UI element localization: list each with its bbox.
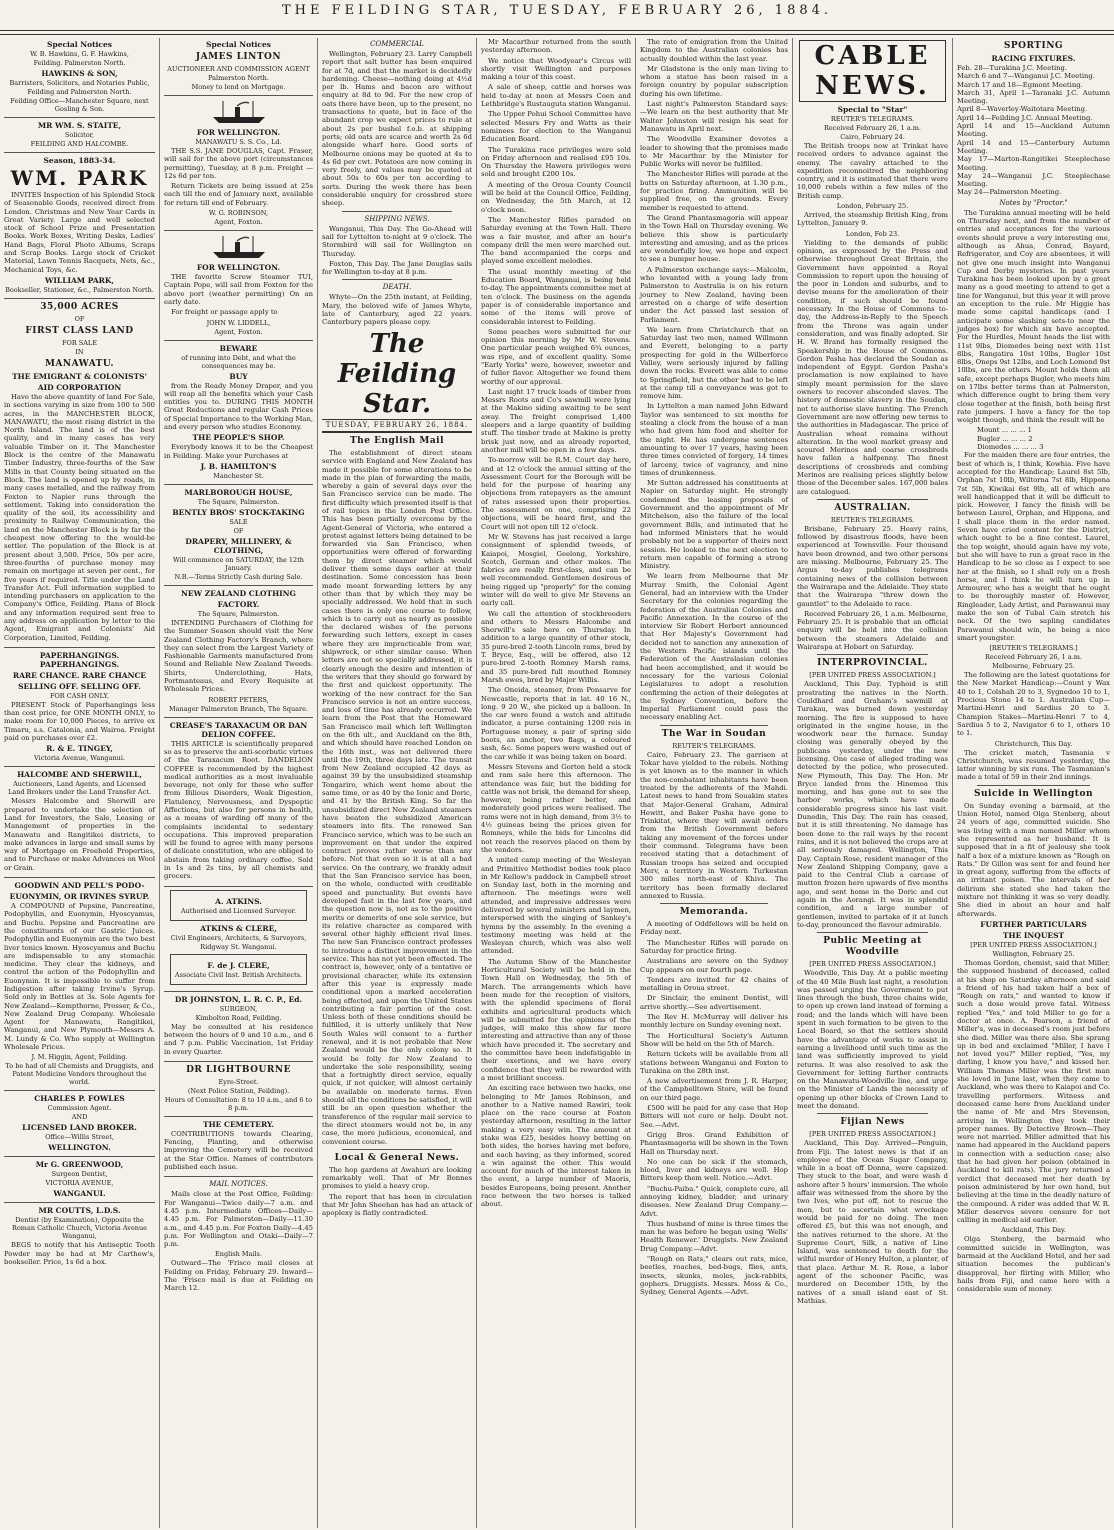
article-body: For the maiden there are four entries, the best of which is, I think, Kowhia. Five have accepted for the Handicap; Laurel 8st 5lb, Orphan 7st 10lb, Wiltorna 7st 8lb, Hippona 7st 5lb, Kiwikai 6st 9lb, all of which are well handicapped that it will be difficult to pick. However, I fancy the finish will be between Laurel, Orphan, and Hippona, and I shall place them in the order named. Seven have cried content for the District, which ought to be a fine contest. Laurel, the top weight, should again have my vote, but she will have to run a great race in the Handicap to be so close as I expect to see her at the finish, so I shall rely on a fresh horse, and I think he will turn up in Armourer, who has a weight that he ought to be thoroughly master of. However, Ringleader, Lady Artist, and Parawanui may make the son of Tubal Cain stretch his neck. Of the two sapling candidates Parawanui should win, he being a nice smart youngster. xyxy=(957,451,1110,642)
ad-heading: GOODWIN AND PELL'S PODO- xyxy=(14,881,145,891)
article-subheading: [PER UNITED PRESS ASSOCIATION.] xyxy=(809,671,936,680)
article-body: Woodville, This Day. At a public meeting of the 40 Mile Bush last night, a resolution was passed urging the Government to put lines through the bush, three chains wide, to open up crown land instead of forming a road; and the lands which will have been spent in such formation to be given to the Local Board, so that the settlers should have the advantage of works to assist in earning a livelihood until such time as the land was sufficiently improved to yield returns. It was also resolved to ask the Government for letting further contracts on the Manawatu-Woodville line, and urge on the Minister of Lands the necessity of opening up other blocks of Crown Land to meet the demand. xyxy=(797,969,948,1110)
ad-text: IN xyxy=(75,347,84,356)
column-1 xyxy=(0,38,159,1528)
ad-heading: THE CEMETERY. xyxy=(203,1119,274,1129)
ad-text: (Next Police Station, Feilding). xyxy=(187,1086,290,1095)
section-subheading: Notes by "Proctor." xyxy=(999,198,1068,207)
article-body: The following are the latest quotations for the New Market Handicap:—Count y Wax 40 to 1, Colshah 20 to 3, Sygnedoo 10 to 1, Precious Stone 14 to 1. Australian Cup—Martini-Henri and Sardius 20 to 3. Champion Stakes—Martini-Henri 7 to 4, Sardius 5 to 2, Navigator 6 to 1, others 10 to 1. xyxy=(957,671,1110,738)
article-body: Brisbane, February 25. Heavy rains, followed by disastrous floods, have been experienced at Townsville. Four thousand have been drowned, and two other persons are missing. Melbourne, February 25. The Argus to-day publishes telegrams containing news of the collision between the Wairarapa and the Adelaide. They state that the Wairarapa "threw down the gauntlet" to the Adelaide to race. xyxy=(797,524,948,608)
ad-crease xyxy=(164,721,313,887)
ad-body: THE S.S. JANE DOUGLAS, Capt. Fraser, will sail for the above port (circumstances permitting), Tuesday, at 8 p.m. Freight —12s 6d per ton. xyxy=(164,147,313,180)
ad-heading: AID CORPORATION xyxy=(37,382,122,392)
ad-text: W. B. Hawkins, G. F. Hawkins, xyxy=(30,50,129,58)
article-subheading: FURTHER PARTICULARS xyxy=(980,919,1087,929)
cable-news-heading: CABLE NEWS. xyxy=(799,40,946,102)
ad-text: OF xyxy=(74,314,85,323)
steamship-icon xyxy=(209,99,269,125)
news-item: A united camp meeting of the Wesleyan and Primitive Methodist bodies took place in Mr Kellow's paddock in Campbell street on Sunday last, both in the morning and afternoon. The meetings were well attended, and impressive addresses were delivered by several ministers and laymen, interspersed with the singing of Sankey's hymns by the assembly. In the evening a testimony meeting was held at the Wesleyan church, which was also well attended. xyxy=(481,856,631,956)
article-title: Fijian News xyxy=(840,1117,905,1128)
ad-body: INTENDING Purchasers of Clothing for the Summer Season should visit the New Zealand Clothing Factory's Branch, where they can select from the Largest Variety of Fashionable Garments manufactured from Sound and Reliable New Zealand Tweeds. Shirts, Underclothing, Hats, Portmanteaus, and Every Requisite at Wholesale Prices. xyxy=(164,618,313,694)
article-title: Local & General News. xyxy=(334,1152,460,1163)
news-item: Messrs Stevens and Gorton held a stock and ram sale here this afternoon. The attendance was fair, but the bidding for cattle was not brisk, the demand for sheep, however, being rather better, and moderately good prices were realised. The rams were not in high demand, from 3½ to 4½ guineas being the prices given for Romneys, while the bids for Lincolns did not reach the reserves placed on them by the vendors. xyxy=(481,762,631,854)
ad-text: The Square, Palmerston. xyxy=(197,497,280,506)
news-item: The Turakina race privileges were sold on Friday afternoon and realised £95 10s. On Thursday the Hawera privileges were sold and brought £200 10s. xyxy=(481,145,631,179)
ad-atkins xyxy=(164,890,313,992)
article-title: Memoranda. xyxy=(679,907,749,918)
article-body: Yielding to the demands of public opinion, as expressed by the Press and otherwise throughout Great Britain, the Government have appointed a Royal Commission to report upon the housing of the poor in London and suburbs, and to devise means for the amelioration of their condition, if such should be found necessary. In the House of Commons to-day, the Address-in-Reply to the Speech from the Throne was again under consideration, and was finally adopted. Sir H. W. Brand has formally resigned the Speakership in the House of Commons. Gordon Pasha has declared the Soudan as independent of Egypt. Gordon Pasha's proclamation is now explained to have simply meant permission for the slave owners to recover absconded slaves. The history of domestic slavery in the Soudan, not to authorise slave hunting. The French Government are now offering new terms to the authorities in Madagascar. The price of Australian wheat remains without alteration. In the wool market greasy and scoured Merinos and coarse crossbreds have fallen a halfpenny. The finest descriptions of crossbreds and combing Merinos are realising prices slightly below those of the December sales. 167,000 bales are catalogued. xyxy=(797,238,948,496)
ad-heading: FOR WELLINGTON. xyxy=(196,263,281,273)
ad-text: Eyre-Street. xyxy=(218,1077,259,1086)
ad-heading: MR WM. S. STAITE, xyxy=(37,121,122,130)
ad-hamilton xyxy=(164,344,313,485)
column-2 xyxy=(159,38,317,1528)
ad-staite xyxy=(4,121,155,153)
memo-item: A meeting of Oddfellows will be held on Friday next. xyxy=(640,920,788,937)
column-3 xyxy=(317,38,476,1528)
news-item: Mr Sutton addressed his constituents at Napier on Saturday night. He strongly condemned the leasing proposals of Government and the appointment of Mr Mitchelson, also the failure of the local government Bills, and intimated that he had informed Ministers that he would probably not be a supporter of theirs next session. He looked to the next election to return men capable of forming a strong Ministry. xyxy=(640,479,788,571)
news-item: Last night 17 truck loads of timber from Messrs Roots and Co's sawmill were lying at the Makino siding awaiting to be sent away. The freight comprised 1,400 sleepers and a large quantity of building stuff. The timber trade at Makino is pretty brisk just now, and as already reported, another mill will be open in a few days. xyxy=(481,387,631,454)
ad-signature: J. B. HAMILTON'S xyxy=(200,461,277,471)
divider xyxy=(342,1149,452,1150)
dateline: Received February 26, 1 a.m. xyxy=(984,653,1082,662)
article-title: The English Mail xyxy=(349,435,444,446)
section-heading: Special Notices xyxy=(47,40,112,49)
news-item: A meeting of the Oroua County Council will be held at the Council Office, Feilding, on Wednesday, the 5th March, at 12 o'clock noon. xyxy=(481,180,631,214)
ad-title: WM. PARK xyxy=(10,166,149,190)
steamship-icon xyxy=(209,234,269,260)
news-item: The Manchester Rifles paraded on Saturday evening at the Town Hall. There was a fair muster, and after an hour's company drill the men were marched out. The band accompanied the corps and played some excellent melodies. xyxy=(481,215,631,266)
ad-text: MANAWATU S. S. Co., Ld. xyxy=(195,138,282,146)
ad-bently xyxy=(164,488,313,586)
news-item: The usual monthly meeting of the Education Board, Wanganui, is being held to-day. The appointments committee met at ten o'clock. The business on the agenda paper is of considerable importance and some of the items will prove of considerable interest to Feilding. xyxy=(481,267,632,326)
news-item: The Woodville Examiner devotes a leader to showing that the promises made to Mr Macarthur by the Minister for Public Works will never be fulfilled. xyxy=(640,135,788,169)
divider xyxy=(817,499,928,500)
ad-text: To be had of all Chemists and Druggists, and Patent Medicine Vendors throughout the world. xyxy=(5,1062,154,1087)
article-body: The establishment of direct steam service with England and New Zealand has made it possible for some alterations to be made in the plan of forwarding the mails, whereby a gain of several days over the San Francisco service can be made. The first difficulty which presented itself is that of rail topics in the London Post Office. This has been partially overcome by the Agent-General of Victoria, who entered a protest against letters being detained to be forwarded via San Francisco, when opportunities were offered of forwarding them by direct steamer which would deliver them some days earlier at their destination. Some concession has been made meant forwarding letters by any other than that by which they may be specially addressed. We hold that in such cases there is only one course to follow, which is to carry out as nearly as possible the declared wishes of the persons forwarding such letters, except in cases where they are impracticable from war, shipwreck, or other similar cause. When letters are not so specially addressed, it is clearly enough the desire and intention of the writers that they should go forward by the first and quickest opportunity. The working of the new contract for the San Francisco service is not an entire success, and loss of time has already occurred. We learn from the Post that the Homeward San Francisco mail which left Wellington on the 6th ult., and Auckland on the 8th, and which should have reached London on the 16th inst., was not delivered there until the 19th, three days late. The transit from New Zealand occupied 42 days as against 39 by the unsubsidized steamship Tongariro, which went home about the same time, or as 40 by the Ionic and Doric, and 41 by the British King. So far the unsubsidized direct New Zealand steamers have beaten the subsidized American steamers into fits. The renewed San Francisco service, which was to be such an improvement on that under the expired contract proves rather worse than any before. Not that even so it is at all a bad service. On the contrary, we frankly admit that the San Francisco service has been, on the whole, conducted with creditable speed and punctuality. But events have developed fast in the last few years, and the question now is, not as to the positive merits or demerits of one sole service, but its relative character as compared with several other highly efficient rival lines. The new San Francisco contract professes to introduce a distinct improvement in the service. This has not yet been effected. The contract is, however, only of a tentative or provisional character, while its extension after this year is expressly made conditional upon a marked acceleration being effected, and upon the United States contributing a fair portion of the cost. Unless both of these conditions should be fulfilled, it is utterly unlikely that New South Wales will consent to a further renewal, and it is not probable that New Zealand would be the only colony so. It would be folly for New Zealand to undertake the sole responsibility, seeing that a fortnightly direct service, equally quick, if not quicker, will almost certainly be available on moderate terms. Even should all the conditions be satisfied, it will still be an open question whether the transference of the regular mail service to the direct steamers would not be, in any case, the more judicious, economical, and convenient course. xyxy=(322,448,472,1146)
divider xyxy=(817,654,928,655)
article-body: The Turakina annual meeting will be held on Thursday next, and from the number of entries and acceptances for the various events should prove a very interesting one, although as Ahua, Conrad, Bayard, Refrigerator, and Coy are absentees, it will not give one much insight into Wanganui Cup and Derby mysteries. In past years Turakina has been looked upon by a great many as a good meeting to attend to get a line for Wanganui, but this year it will prove an exception to the rule. Mr Higgie has made some capital handicaps (and I anticipate some slashing sets-to near the judges box) for which six have accepted. For the Hurdles, Mount heads the list with 11st 9lbs, Diomedes being next with 11st 8lbs, Rangatira 10st 10lbs, Bugler 10st 8lbs, Oneps 9st 12lbs, and Loch Lomond 9st 10lbs, are the others. Mount holds them all safe, except perhaps Bugler, who meets him on 17lbs better terms than at Palmerston, which difference ought to bring them very close together at the finish, both being first rate jumpers. I have a fancy for the top weight though, and think the result will be xyxy=(957,208,1110,425)
section-subheading: RACING FIXTURES. xyxy=(991,54,1076,63)
news-item: The Autumn Show of the Manchester Horticultural Society will be held in the Town Hall on Wednesday, the 5th of March. The arrangements which have been made for the reception of visitors, with the splendid specimens of floral exhibits and agricultural products which will be submitted for the opinions of the judges, will make this show far more interesting and attractive than any of those which have preceded it. The secretary and the committee have been indefatigable in their exertions, and we have every confidence that they will be rewarded with a most brilliant success. xyxy=(481,957,631,1082)
ad-coutts xyxy=(4,1206,155,1266)
divider xyxy=(660,725,768,726)
fixture-item: March 6 and 7—Wanganui J.C. Meeting. xyxy=(957,72,1095,81)
column-7 xyxy=(952,38,1114,1528)
memo-item: Australians are severe on the Sydney Cup appears on our fourth page. xyxy=(640,957,788,974)
fixture-item: Feb. 28—Turakina J.C. Meeting. xyxy=(957,64,1068,72)
ad-heading: PAPERHANGINGS. PAPERHANGINGS. xyxy=(39,650,120,669)
ad-tingey xyxy=(4,651,155,767)
article-subheading: REUTER'S TELEGRAMS. xyxy=(830,515,915,524)
news-item: We call the attention of stockbreeders and others to Messrs Halcombe and Sherwill's sale here on Thursday. In addition to a large quantity of other stock, 35 pure-bred 2-tooth Lincoln rams, bred by T. Bryce, Esq., will be offered, also 12 pure-bred 2-tooth Romney Marsh rams, and 35 pure-bred full mouthed Romney Marsh ewes, bred by Major Willis. xyxy=(481,609,631,684)
memo-item: No one can be sick if the stomach, blood, liver and kidneys are well. Hop Bitters keep them well. Notice.—Advt. xyxy=(640,1157,788,1183)
ad-title: FIRST CLASS LAND xyxy=(25,325,134,336)
memo-item: Return tickets will be available from all stations between Wanganui and Foxton to Turakina on the 28th inst. xyxy=(640,1050,788,1075)
ad-goodwin xyxy=(4,881,155,1091)
memo-item: £500 will be paid for any case that Hop Bitters will not cure or help. Doubt not. See.—Advt. xyxy=(640,1104,788,1129)
news-item: To-morrow will be R.M. Court day here, and at 12 o'clock the annual sitting of the Assessment Court for the Borough will be held for the purpose of hearing any objections from ratepayers as the amount of rates assessed upon their properties. The assessment on one, comprising 22 objections, will be heard first, and the Court will not open till 12 o'clock. xyxy=(481,456,631,531)
ad-heading: BUY xyxy=(229,371,248,381)
ad-text: Civil Engineers, Architects, & Surveyors, xyxy=(170,933,307,942)
dateline: Wellington, February 25. xyxy=(992,949,1075,958)
news-item: The Upper Pohui School Committee have selected Messrs Fry and Watts as their nominees for election to the Wanganui Education Board. xyxy=(481,110,631,144)
article-body: Wanganui, This Day. The Go-Ahead will sail for Lyttelton to-night at 9 o'clock. The Stormbird will sail for Wellington on Thursday. xyxy=(322,224,472,258)
ad-text: Dentist (by Examination), Opposite the Roman Catholic Church, Victoria Avenue Wanganui, xyxy=(11,1216,148,1241)
news-item: Mr Macarthur returned from the south yesterday afternoon. xyxy=(481,38,631,55)
ad-fowles xyxy=(4,1094,155,1157)
section-subheading: English Mails. xyxy=(215,1250,262,1259)
article-body: Olga Stenberg, the barmaid who committed suicide in Wellington, was barmaid at the Auckland Hotel, and her sad situation becomes the publican's disapproval, her flirting with Miller, who hails from Fiji, and came here with a considerable sum of money. xyxy=(957,1235,1110,1294)
divider xyxy=(817,1113,928,1114)
dateline: Received February 26, 1 a.m. xyxy=(823,124,921,132)
ad-text: VICTORIA AVENUE, xyxy=(45,1179,114,1188)
news-item: We notice that Woodyear's Circus will shortly visit Wellington and purposes making a tour of this coast. xyxy=(481,56,631,82)
news-item: An exciting race between two hacks, one belonging to Mr James Robinson, and another to a Native named Rawiri, took place on the race course at Foxton yesterday afternoon, resulting in the latter making a very easy win. The amount at stake was £25, besides heavy betting on both sides, the horses having met before, and each having, as they informed, scored a win against the other. This would account for much of the interest taken in the event, a large number of Maoris, besides Europeans, being present. Another race between the two horses is talked about. xyxy=(481,1084,631,1209)
article-body: On Sunday evening a barmaid, at the Union Hotel, named Olga Stenberg, about 24 years of age, committed suicide. She was living with a man named Miller whom she represented as her husband. It is supposed that in a fit of jealousy she took half a box of a mixture known as "Rough on Rats." Dr Gillon was sent for and found her in great agony, suffering from the effects of an irritant poison. The intervals of her delirium she stated she had taken the mixture not thinking it was so very deadly. She died in about an hour and half afterwards. xyxy=(957,801,1110,918)
ad-heading: Season, 1883-34. xyxy=(43,156,116,165)
article-body: The report that has been in circulation that Mr John Sheehan has had an attack of apoplexy is flatly contradicted. xyxy=(322,1192,472,1218)
ad-text: SURGEON, xyxy=(219,1004,258,1013)
ad-heading: DR JOHNSTON, L. R. C. P., Ed. xyxy=(174,994,303,1004)
ad-cemetery xyxy=(164,1120,313,1177)
ad-heading: WELLINGTON. xyxy=(48,1143,111,1153)
ad-heading: CREASE'S TARAXACUM OR DAN DELION COFFEE. xyxy=(169,720,308,739)
section-heading: MAIL NOTICES. xyxy=(209,1180,268,1189)
divider xyxy=(817,932,928,933)
ad-text: Money to lend on Mortgage. xyxy=(191,83,286,91)
ad-text: Agent, Foxton. xyxy=(214,327,263,336)
ad-body: Messrs Halcombe and Sherwill are prepared to undertake the selection of Land for Investors, the Sale, Leasing or Management of properties in the Manawatu and Rangitikei districts, to make advances in large and small sums by way of Mortgage on Freehold Properties, and to Purchase or make Advances on Wool or Grain. xyxy=(4,797,155,872)
ad-heading: ATKINS & CLERE, xyxy=(200,923,277,933)
ad-body: For freight or passage apply to xyxy=(171,308,278,317)
fixture-item: April 14 and 15—Canterbury Autumn Meeting. xyxy=(957,138,1110,155)
ad-text: Manchester St. xyxy=(213,471,264,480)
news-item: The rate of emigration from the United Kingdom to the Australian colonies has actually doubled within the last year. xyxy=(640,38,788,63)
article-subheading: [REUTER'S TELEGRAMS.] xyxy=(989,644,1078,653)
fixture-item: April 8—Waverley-Waitotara Meeting. xyxy=(957,105,1088,114)
ad-text: AND xyxy=(71,1113,88,1122)
ad-text: Kimbolton Road, Feilding. xyxy=(195,1013,282,1022)
dateline: Melbourne, February 25. xyxy=(992,662,1075,671)
ad-heading: HALCOMBE AND SHERWILL, xyxy=(17,770,142,780)
article-title: Public Meeting at Woodville xyxy=(823,936,922,958)
ad-text: Barristers, Solicitors, and Notaries Public, xyxy=(9,79,150,87)
article-title: INTERPROVINCIAL. xyxy=(817,658,928,669)
ad-text: Bookseller, Stationer, &c., Palmerston North. xyxy=(5,285,154,294)
section-heading: DEATH. xyxy=(382,283,412,292)
section-heading: COMMERCIAL xyxy=(370,40,424,48)
ad-text: Ridgway St. Wanganui. xyxy=(200,942,277,951)
mail-notices xyxy=(164,1180,313,1292)
ad-text: Feilding. Palmerston North. xyxy=(33,59,126,67)
ad-body: BEGS to notify that his Antiseptic Tooth Powder may be had at Mr Carthew's, bookseller. Price, 1s 6d a box. xyxy=(4,1241,155,1266)
news-item: In Lyttelton a man named John Edward Taylor was sentenced to six months for stealing a clock from the house of a man who had given him food and shelter for the night. He has undergone sentences amounting to over 17 years, having been three times convicted of forgery, 14 times of larceny, twice of vagrancy, and nine times of drunkenness. xyxy=(640,402,788,477)
ad-body: May be consulted at his residence between the hours of 9 and 10 a.m., and 6 and 7 p.m. Public Vaccination, 1st Friday in every Quarter. xyxy=(164,1022,313,1056)
fixture-item: May 24—Wanganui J.C. Steeplechase Meeting. xyxy=(957,171,1110,189)
column-4 xyxy=(476,38,635,1528)
ad-heading: FOR WELLINGTON. xyxy=(196,128,281,137)
section-heading: Special Notices xyxy=(206,40,271,49)
news-item: A Palmerston exchange says:—Malcolm, who levanted with a young lady from Palmerston to Australia is on his return journey to New Zealand, having been arrested on a charge of wife desertion under the Act passed last session of Parliament. xyxy=(640,265,788,324)
ad-greenwood xyxy=(4,1160,155,1203)
article-body: Mails close at the Post Office, Feilding: For Wanganui—Twice daily—7 a.m. and 4.45 p.m. Intermediate Offices—Daily—4.45 p.m. For Palmerston—Daily—11.30 a.m., and 4.45 p.m. For Foxton Daily—4.45 p.m. For Wellington and Otaki—Daily—7 p.m. xyxy=(164,1190,313,1249)
memo-item: "Buchu-Paiba." Quick, complete cure, all annoying kidney, bladder, and urinary diseases. New Zealand Drug Company.—Advt. xyxy=(640,1184,788,1218)
ad-text: Surgeon Dentist, xyxy=(51,1170,108,1179)
article-body: Whyte—On the 25th instant, at Feilding, Mary, the beloved wife of James Whyte, late of Canterbury, aged 22 years. Canterbury papers please copy. xyxy=(322,293,472,327)
ad-body: Return Tickets are being issued at 25s each till the end of January next, available for return till end of February. xyxy=(164,182,313,207)
article-title: The War in Soudan xyxy=(661,728,767,739)
ad-heading: EUONYMIN, OR IRVINES SYRUP. xyxy=(9,892,150,902)
ad-text: FOR SALE xyxy=(61,338,97,347)
column-5 xyxy=(635,38,792,1528)
ad-heading: MARLBOROUGH HOUSE, xyxy=(184,487,293,497)
ad-body: Have the above quantity of land For Sale, in sections varying in size from 100 to 500 acres, in the MANCHESTER BLOCK, MANAWATU, the most rising district in the North Island. The land is of the best quality, and in many cases has very valuable Timber on it. The Manchester Block is the centre of the Manawatu Timber Industry, three-fourths of the Saw Mills in that County being situated on the Block. The land is opened up by roads, in many cases metalled, and the railway from Foxton to Napier runs through the settlement. Taking into consideration the quality of the soil, its accessibility and proximity to Railway Communication, the land on the Manchester Block is by far the cheapest now offering to the would-be settler. The population of the Block is at present about 3,500. Price, 50s per acre, three-fourths of purchase money may remain on mortgage at seven per cent., for five years if required. Title under the Land Transfer Act. Full information supplied to intending purchasers on application to the Company's Office, Feilding. Plans of Block and any information required sent free to any address on application by letter to the Agent, Emigrant and Colonists' Aid Corporation, Limited, Feilding. xyxy=(4,392,155,642)
memo-item: The Horticultural Society's Autumn Show will be held on the 5th of March. xyxy=(640,1031,788,1048)
article-body: The hop gardens at Awahuri are looking remarkably well. That of Mr Bonnes promises to yield a heavy crop. xyxy=(322,1165,472,1191)
ad-signature: R. & E. TINGEY, xyxy=(46,744,113,754)
article-body: Outward—The 'Frisco mail closes at Feilding on Friday, February 29. Inward—The 'Frisco mail is due at Feilding on March 12. xyxy=(164,1259,313,1293)
ad-body: from the Ready Money Draper, and you will reap all the benefits which your Cash entitles you to. DURING THIS MONTH Great Reductions and regular Cash Prices of Special Importance to the Working Man, and every person who studies Economy. xyxy=(164,381,314,432)
ad-signature: ROBERT PETERS, xyxy=(208,695,269,704)
article-body: Cairo, February 23. The garrison at Tokar have yielded to the rebels. Nothing is yet known as to the manner in which the non-combatant inhabitants have been treated by the adherents of the Mahdi. Latest news to hand from Souakim states that Major-General Graham, Admiral Hewitt, and Baker Pasha have gone to Trinkitat, where they will await orders from the British Government before taking any movement of the forces under their command. Telegrams have been received stating that a detachment of Russian troops has seized and occupied Merv, a territory in Western Turkestan 300 miles north-east of Khiva. The territory has been formally declared annexed to Russia. xyxy=(640,750,788,900)
divider xyxy=(342,279,452,280)
news-item: We learn from Melbourne that Mr Murray Smith, the Colonial Agent General, had an interview with the Under Secretary for the colonies regarding the federation of the Australian Colonies and Pacific Annexation. In the course of the interview Sir Robert Herbert announced that Her Majesty's Government had decided not to sanction any annexation of the Western Pacific islands until the Federation of the Australasian colonies had been accomplished, and it would be necessary for the various Colonial Legislatures to adopt a resolution confirming the action of their delegates at the Sydney Convention, before the Imperial Parliament could pass the necessary enabling Act. xyxy=(640,572,788,722)
memo-item: Tenders are invited for 42 chains of metalling in Oroua street. xyxy=(640,975,788,993)
article-body: Auckland, This Day. Arrived—Penguin, from Fiji. The latest news is that if an employee of the Ocean Sugar Company, while in a boat off Donna, were capsized. They stuck to the boat, and were wash d ashore after 5 hours' immersion. The whole affair was witnessed from the shore by the two Ives, who put off, not to rescue the men, but to ascertain what wreckage would be paid for no doing. The men offered £5, but this was not enough, and the natives returned to the shore. At the Supreme Court, Silk, a native of Line Island, was sentenced to death for the wilful murder of Henry Hulton, a planter, of that place. Arthur M. R. Rose, a labor agent of the schooner Pacific, was murdered on December 15th, by the natives of a small island east of St. Mathias. xyxy=(797,1139,948,1305)
news-item: We learn from Christchurch that on Saturday last two men, named Willmann and Everett, belonging to a party prospecting for gold in the Wilberforce Valley, were seriously injured by falling down the rocks. Everett was able to come to Springfield, but the other had to be left at the camp till a conveyance was got to remove him. xyxy=(640,325,788,401)
news-item: Last night's Palmerston Standard says: —We learn on the best authority that Mr Walter Johnston will resign his seat for Manawatu in April next. xyxy=(640,100,788,133)
section-subheading: REUTER'S TELEGRAMS. xyxy=(830,115,915,123)
ad-text: Victoria Avenue, Wanganui. xyxy=(34,754,125,763)
ad-text: Feilding Office—Manchester Square, next Gosling & Son. xyxy=(10,97,149,113)
article-subheading: [PER UNITED PRESS ASSOCIATION.] xyxy=(809,1130,936,1139)
article-subheading: [PER UNITED PRESS ASSOCIATION.] xyxy=(970,940,1097,949)
ad-heading: THE EMIGRANT & COLONISTS' xyxy=(12,371,147,381)
ad-heading: THE PEOPLE'S SHOP. xyxy=(192,433,285,443)
ad-title: 35,000 ACRES xyxy=(40,301,119,312)
ad-body: THE favorite Screw Steamer TUI, Captain Pope, will sail from Foxton for the above port (weather permitting) On an early date. xyxy=(164,273,313,306)
ad-text: Authorised and Licensed Surveyor. xyxy=(180,906,297,915)
memo-item: A new advertisement from J. R. Harper, of the Campbelltown Store, will be found on our third page. xyxy=(640,1077,788,1102)
article-body: The cricket match, Tasmania v Christchurch, was resumed yesterday, the latter winning by six runs. The Tasmanian's made a total of 59 in their 2nd innings. xyxy=(957,748,1110,782)
ad-heading: WANGANUI. xyxy=(53,1189,106,1199)
masthead: THE FEILDING STAR, TUESDAY, FEBRUARY 26, 1884. xyxy=(0,0,1114,35)
ad-heading: Mr G. GREENWOOD, xyxy=(35,1160,124,1170)
article-subheading: REUTER'S TELEGRAMS. xyxy=(672,741,756,750)
article-body: The British troops now at Trinkat have received orders to advance against the enemy. The cavalry attached to the expedition reconnoitred the neighboring country, and it is estimated that there were 10,000 rebels within a few miles of the British camp. xyxy=(797,142,948,200)
article-body: Foxton, This Day. The Jane Douglas sails for Wellington to-day at 8 p.m. xyxy=(322,259,472,277)
ad-heading: DRAPERY, MILLINERY, & CLOTHING, xyxy=(185,536,292,555)
article-body: Thomas Gordon, chemist, said that Miller, the supposed husband of deceased, called at his shop on Saturday afternoon and said a friend of his had taken half a box of "Rough on rats," and wanted to know if such a dose would prove fatal. Witness replied "Yes," and told Miller to go for a doctor at once. A. Pearson, a friend of Miller's, was in deceased's room just before she died. Miller was there also. She sprang up in bed and exclaimed "Miller, I have I not loved you?" Miller replied, "Yes, my darling, I know you have," and kissed her. William Thomas Miller was the first man she loved in June last, when they came to Auckland, who was there to Kaiapoi and Co. travelling performers. Witness and deceased came here from Auckland under the name of Mr and Mrs Stevenson, arriving in Wellington they took their proper names. By Detective Brown—They were not married. Miller admitted that his name had appeared in the Auckland papers in connection with a seduction case; also that he had given her poison (obtained in Auckland to kill rats). The jury returned a verdict that deceased met her death by poison administered by her own hand, but believing at the time in the deadly nature of the compound. A rider was added that W. R. Miller deserves severe censure for not calling in medical aid earlier. xyxy=(957,958,1110,1225)
ad-body: Everybody knows it to be the Cheapest in Feilding. Make your Purchases at xyxy=(164,443,313,460)
tip-item: Diomedes ... ... ... 3 xyxy=(977,443,1044,452)
section-subheading: Special to "Star" xyxy=(837,105,908,114)
article-title: Suicide in Wellington xyxy=(973,788,1093,799)
ad-text: FOR CASH ONLY. xyxy=(49,691,110,700)
ad-text: Commission Agent. xyxy=(47,1104,112,1113)
ad-heading: A. ATKINS. xyxy=(215,896,262,906)
ad-body: INVITES Inspection of his Splendid Stock of Seasonable Goods, received direct from London. Christmas and New Year Cards in Great Variety. Large and well selected stock of School Prize and Presentation Books. Work Boxes, Writing Desks, Ladies' Hand Bags, Floral Photo Albums, Scraps and Scrap Books. Large stock of Cricket Material, Lawn Tennis Racquets, Nets, &c., Mechanical Toys, &c. xyxy=(4,191,155,274)
ad-linton xyxy=(164,52,313,96)
ad-heading: BENTLY BROS' STOCK-TAKING xyxy=(172,507,305,517)
ad-heading: HAWKINS & SON, xyxy=(41,69,118,78)
ad-heading: NEW ZEALAND CLOTHING xyxy=(181,588,296,598)
ad-acres xyxy=(4,302,155,648)
ad-title: DR LIGHTBOURNE xyxy=(186,1064,291,1075)
tip-item: Bugler ... ... ... 2 xyxy=(977,434,1033,443)
issue-date: TUESDAY, FEBRUARY 26, 1884. xyxy=(322,420,472,433)
news-item: The Grand Phantasmagoria will appear in the Town Hall on Thursday evening. We believe this show is particularly interesting and amusing, and as the prices are wonderfully low, we hope and expect to see a bumper house. xyxy=(640,213,788,264)
ad-text: Hours of Consultation: 8 to 10 a.m., and 6 to 8 p.m. xyxy=(164,1095,313,1112)
article-body: Auckland, This Day. Typhoid is still prostrating the natives in the North. Couldhard and Graham's sawmill at Turakau, was burned down yesterday morning. The fire is supposed to have originated in the engine house, in the woodwork near the furnace. Sunday closing was generally obeyed by the publicans yesterday, under the new licensing. One case of alleged trading was detected by the police, who prosecuted. New Plymouth, This Day. The Hon. Mr Bryce landed from the Hinemoa this morning, and has gone out to see the harbor works, which have made considerable progress since his last visit. Dunedin, This Day. The rain has ceased, but it is still threatening. No damage has been done to the rail ways by the recent rains, and it is not believed the crops are at all seriously damaged. Wellington, This Day. Captain Rose, resident manager of the New Zealand Shipping Company, gave a paid to the Central Club a carcase of mutton frozen here upwards of five months ago, and sent home in the Doric and cut again in the Aorangi. It was in splendid condition, and a large number of gentlemen, invited to partake of it at lunch to-day, pronounced the flavour admirable. xyxy=(797,680,948,929)
ad-text: SALE xyxy=(229,517,248,526)
ad-title: MANAWATU. xyxy=(44,358,115,369)
ad-heading: LICENSED LAND BROKER. xyxy=(22,1123,137,1133)
ad-text: Auctioneers, Land Agents, and Licensed Land Brokers under the Land Transfer Act. xyxy=(8,780,151,797)
dateline: Cairo, February 24. xyxy=(840,133,905,141)
ad-body: A COMPOUND of Pepsine, Pancreatine, Podophyllin, and Euonymin, Hyoscyamus, and Buchu. Pepsine and Pancreatine are the constituents of our Gastric Juices. Podophyllin and Euonymin are the two best liver tonics known. Hyoscyamus and Buchu are indispensable to any stomachic medicine. They clear the kidneys, and control the action of the Podophyllin and Euonymin. It is impossible to suffer from Indigestion after taking Irvine's Syrup. Sold only in Bottles at 3s. Sole Agents for New Zealand—Kempthorne, Prosser, & Co., New Zealand Drug Company. Wholesale Agent for Manawatu, Rangitikei, Wanganui, and New Plymouth—Messrs A. M. Lundy & Co. Who supply at Wellington Wholesale Prices. xyxy=(4,902,155,1052)
ad-hawkins xyxy=(4,50,155,118)
news-item: The Oneida, steamer, from Ponsarve for Newcastle, reports that in lat. 40 16 N., long. 9 20 W., she picked up a balloon. In the car were found a watch and altitude indicator, a purse containing 1200 reis in Portuguese money, a pair of spring side boots, an anchor, two flags, a coloured sash, &c. Some papers were washed out of the car while it was being taken on board. xyxy=(481,686,631,761)
news-item: A sale of sheep, cattle and horses was held to-day at noon at Messrs Coen and Lethbridge's Rustauguta station Wanganui. xyxy=(481,83,631,109)
section-heading: SPORTING xyxy=(1003,41,1064,51)
fixture-item: May 24—Palmerston Meeting. xyxy=(957,188,1062,197)
ad-text: Office—Willis Street, xyxy=(45,1133,114,1142)
section-heading: SHIPPING NEWS. xyxy=(364,214,430,223)
ad-halcombe xyxy=(4,770,155,878)
fixture-item: April 14—Feilding J.C. Annual Meeting. xyxy=(957,113,1093,122)
ad-body: PRESENT Stock of Paperhangings less than cost price, for ONE MONTH ONLY, to make room for 10,000 Pieces, to arrive ex Timaru, s.s. Catalonia, and Wairoa. Freight paid on purchases over £2. xyxy=(4,700,155,743)
ad-heading: MR COUTTS, L.D.S. xyxy=(38,1206,121,1216)
dateline: London, February 25. xyxy=(836,202,909,211)
ad-text: Solicitor, xyxy=(64,131,95,139)
memo-item: "Rough on Rats," clears out rats, mice, beetles, roaches, bed-bugs, flies, ants, insects, skunks, moles, jack-rabbits, gophers. Druggists. Messrs. Moss & Co., Sydney, General Agents.—Advt. xyxy=(640,1255,788,1297)
fixture-item: April 14 and 15—Auckland Autumn Meeting. xyxy=(957,122,1110,139)
memo-item: The Rev H. McMurray will deliver his monthly lecture on Sunday evening next. xyxy=(640,1013,788,1030)
ad-text: OF xyxy=(233,526,244,535)
divider xyxy=(660,903,768,904)
ad-text: Feilding and Palmerston North. xyxy=(27,88,132,96)
dateline: Auckland, This Day. xyxy=(1001,1226,1066,1235)
ad-heading: RARE CHANCE. RARE CHANCE xyxy=(12,670,147,680)
divider xyxy=(342,211,452,212)
news-item: Some peaches were submitted for our opinion this morning by Mr W. Stevens. One particular peach weighed 6¾ ounces, was ripe, and of excellent quality. Some "Early Yorks" were, however, sweeter and of fuller flavor. Altogether we found them worthy of our approval. xyxy=(481,327,631,386)
ad-heading: FACTORY. xyxy=(217,599,260,609)
ad-signature: W. G. ROBINSON, xyxy=(208,209,269,218)
tip-item: Mount ... ... ... 1 xyxy=(977,426,1032,435)
column-6 xyxy=(792,38,952,1528)
ad-box xyxy=(170,890,307,921)
dateline: London, Feb 23. xyxy=(845,229,900,238)
ad-text: The Square, Palmerston. xyxy=(197,609,280,618)
ad-heading: CHARLES P. FOWLES xyxy=(34,1094,125,1104)
fixture-item: March 17 and 18—Egmont Meeting. xyxy=(957,80,1083,89)
article-subheading: [PER UNITED PRESS ASSOCIATION.] xyxy=(809,960,936,969)
ad-text: Associate Civil Inst. British Architects. xyxy=(174,970,303,979)
ad-johnston xyxy=(164,995,313,1062)
ad-signature: WILLIAM PARK, xyxy=(45,275,114,285)
article-body: Received February 26, 1 a.m. Melbourne, February 25. It is probable that an official enquiry will be held into the collision between the steamers Adelaide and Wairarapa at Hobart on Saturday. xyxy=(797,609,948,652)
ad-heading: SELLING OFF. SELLING OFF. xyxy=(18,681,141,691)
news-item: The Manchester Rifles will parade at the butts on Saturday afternoon, at 1.30 p.m., for practice firing. Ammunition will be supplied free, on the grounds. Every member is requested to attend. xyxy=(640,170,788,212)
ad-tui xyxy=(164,234,313,340)
ad-signature: JOHN W. LIDDELL, xyxy=(206,318,271,327)
memo-item: The Manchester Rifles will parade on Saturday for practice firing. xyxy=(640,938,788,955)
memo-item: Thus husband of mine is three times the man he was before he began using 'Wells' Health Renewer.' Druggists. New Zealand Drug Company.—Advt. xyxy=(640,1219,788,1253)
ad-title: JAMES LINTON xyxy=(195,52,282,62)
ad-body: CONTRIBUTIONS towards Clearing, Fencing, Planting, and otherwise improving the Cemetery will be received at the Star Office. Names of contributors published each issue. xyxy=(164,1129,313,1172)
fixture-item: March 31, April 1—Taranaki J.C. Autumn Meeting. xyxy=(957,88,1110,106)
ad-text: N.B.—Terms Strictly Cash during Sale. xyxy=(174,572,303,581)
memo-item: Dr Sinclair, the eminent Dentist, will arrive shortly.—See advertisement. xyxy=(640,994,788,1011)
fixture-item: May 17—Marton-Rangitikei Steeplechase Meeting. xyxy=(957,155,1110,172)
newspaper-nameplate: The Feilding Star. xyxy=(322,329,472,420)
news-item: Mr Gladstone is the only man living to whom a statue has been raised in a foreign country by popular subscription during his own lifetime. xyxy=(640,64,788,98)
article-body: Wellington, February 23. Larry Campbell report that salt butter has been enquired for at 7d, and that the market is decidedly hardening. Cheese—nothing doing at 4½d per lb. Hams and bacon are without enquiry at 8d to 9d. For the new crop of oats there have been, up to the present, no transactions to quote, but in face of the abundant crop we expect prices to rule at about 2s per bushel f.o.b. at shipping ports; old oats are scarce and worth 2s 6d alongside wharf here. Good sorts of Melbourne onions may be quoted at 4s to 4s 6d per cwt. Potatoes are now coming in very freely, and values may be quoted at about 50s to 60s per ton according to sorts. During the week there has been considerable enquiry for crossbred store sheep. xyxy=(322,50,472,208)
ad-text: Manager Palmerston Branch, The Square. xyxy=(168,704,309,713)
ad-box xyxy=(170,954,307,985)
ad-lightbourne xyxy=(164,1065,313,1117)
ad-text: AUCTIONEER AND COMMISSION AGENT xyxy=(167,65,310,73)
ad-text: FEILDING AND HALCOMBE. xyxy=(30,140,129,148)
ad-text: Will commence on SATURDAY, the 12th January. xyxy=(172,555,304,572)
news-item: Mr W. Stevens has just received a large consignment of splendid tweeds, of Kaiapoi, Mosgiel, Geelong, Yorkshire, Scotch, German and other makes. The fabrics are really first-class, and can be well recommended. Gentlemen desirous of being rigged up "properly" for the coming winter will do well to give Mr Stevens an early call. xyxy=(481,532,631,608)
memo-item: Grigg Bros. Grand Exhibition of Phantasmagoria will be shown in the Town Hall on Thursday next. xyxy=(640,1130,788,1156)
ad-nz-clothing xyxy=(164,589,313,718)
ad-heading: F. de J. CLERE, xyxy=(207,960,270,970)
ad-heading: BEWARE xyxy=(219,343,258,353)
ad-text: Agent, Foxton. xyxy=(214,218,263,227)
ad-text: of running into Debt, and what the consequences may be. xyxy=(181,353,296,370)
ad-body: THIS ARTICLE is scientifically prepared so as to preserve the anti-scorbutic virtues of the Taraxacum Root. DANDELION COFFEE is recommended by the highest medical authorities as a most invaluable beverage, not only for those who suffer from Bilious Disorders, Weak Digestion, Flatulency, Nervousness, and Dyspeptic Affections, but also for persons in health, as a means of warding off many of the complaints incidental to sedentary occupations. This improved preparation will be found to agree with many persons of delicate constitution, who are obliged to abstain from taking ordinary coffee. Sold in 1s and 2s tins, by all chemists and grocers. xyxy=(164,739,313,881)
divider xyxy=(977,785,1090,786)
dateline: Christchurch, This Day. xyxy=(994,739,1073,748)
ad-jane-douglas xyxy=(164,99,313,231)
article-body: Arrived, the steamship British King, from Lyttelton, January 9. xyxy=(797,211,948,228)
ad-text: J. M. Higgin, Agent, Feilding. xyxy=(31,1053,128,1062)
ad-park xyxy=(4,156,155,299)
article-subheading: THE INQUEST xyxy=(1002,930,1065,940)
article-title: AUSTRALIAN. xyxy=(834,502,911,513)
ad-text: Palmerston North. xyxy=(208,74,269,82)
